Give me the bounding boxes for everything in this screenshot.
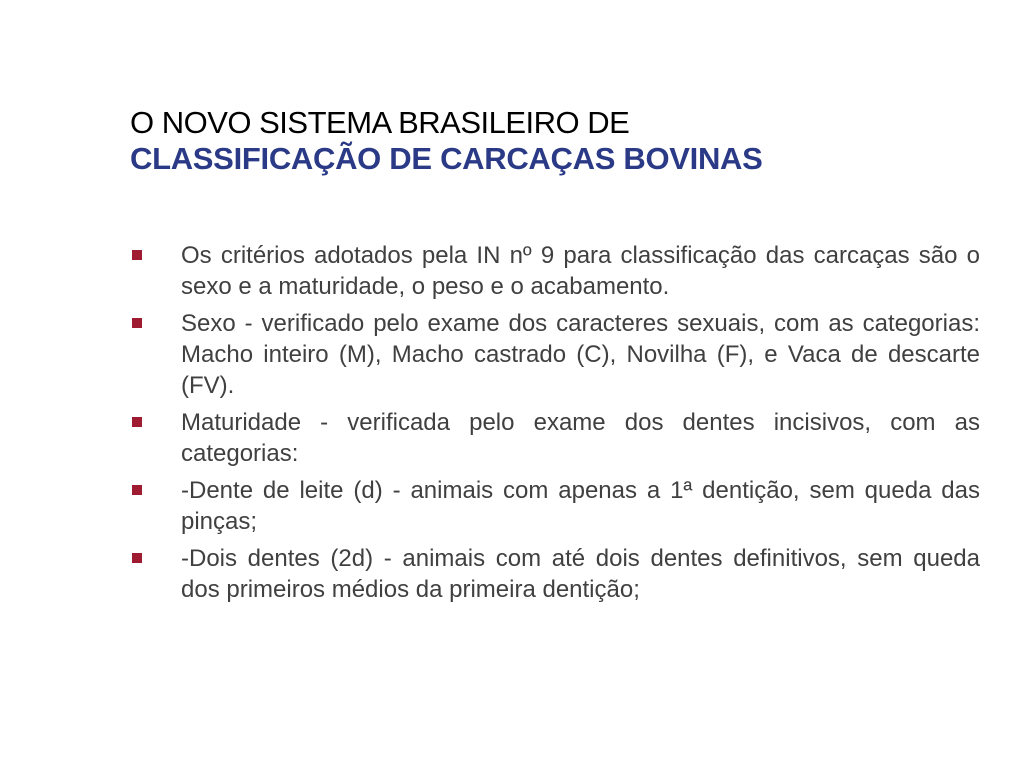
bullet-text: Sexo - verificado pelo exame dos caracteres sexuais, com as categorias: Macho inteiro (M), Macho castrado (C), Novilha (F), e Vaca de descarte (FV). — [181, 310, 980, 399]
bullet-list — [130, 240, 980, 611]
bullet-item — [130, 308, 980, 401]
bullet-item — [130, 240, 980, 302]
bullet-item — [130, 543, 980, 605]
square-bullet-icon — [132, 250, 142, 260]
bullet-text: -Dente de leite (d) - animais com apenas a 1ª dentição, sem queda das pinças; — [181, 477, 980, 535]
square-bullet-icon — [132, 318, 142, 328]
bullet-item — [130, 407, 980, 469]
bullet-item — [130, 475, 980, 537]
slide-title — [130, 105, 980, 177]
bullet-text: Maturidade - verificada pelo exame dos dentes incisivos, com as categorias: — [181, 409, 980, 467]
title-line-2: CLASSIFICAÇÃO DE CARCAÇAS BOVINAS — [130, 141, 763, 176]
square-bullet-icon — [132, 553, 142, 563]
square-bullet-icon — [132, 417, 142, 427]
bullet-text: Os critérios adotados pela IN nº 9 para classificação das carcaças são o sexo e a maturidade, o peso e o acabamento. — [181, 242, 980, 300]
title-line-1: O NOVO SISTEMA BRASILEIRO DE — [130, 105, 630, 140]
bullet-text: -Dois dentes (2d) - animais com até dois dentes definitivos, sem queda dos primeiros médios da primeira dentição; — [181, 545, 980, 603]
square-bullet-icon — [132, 485, 142, 495]
